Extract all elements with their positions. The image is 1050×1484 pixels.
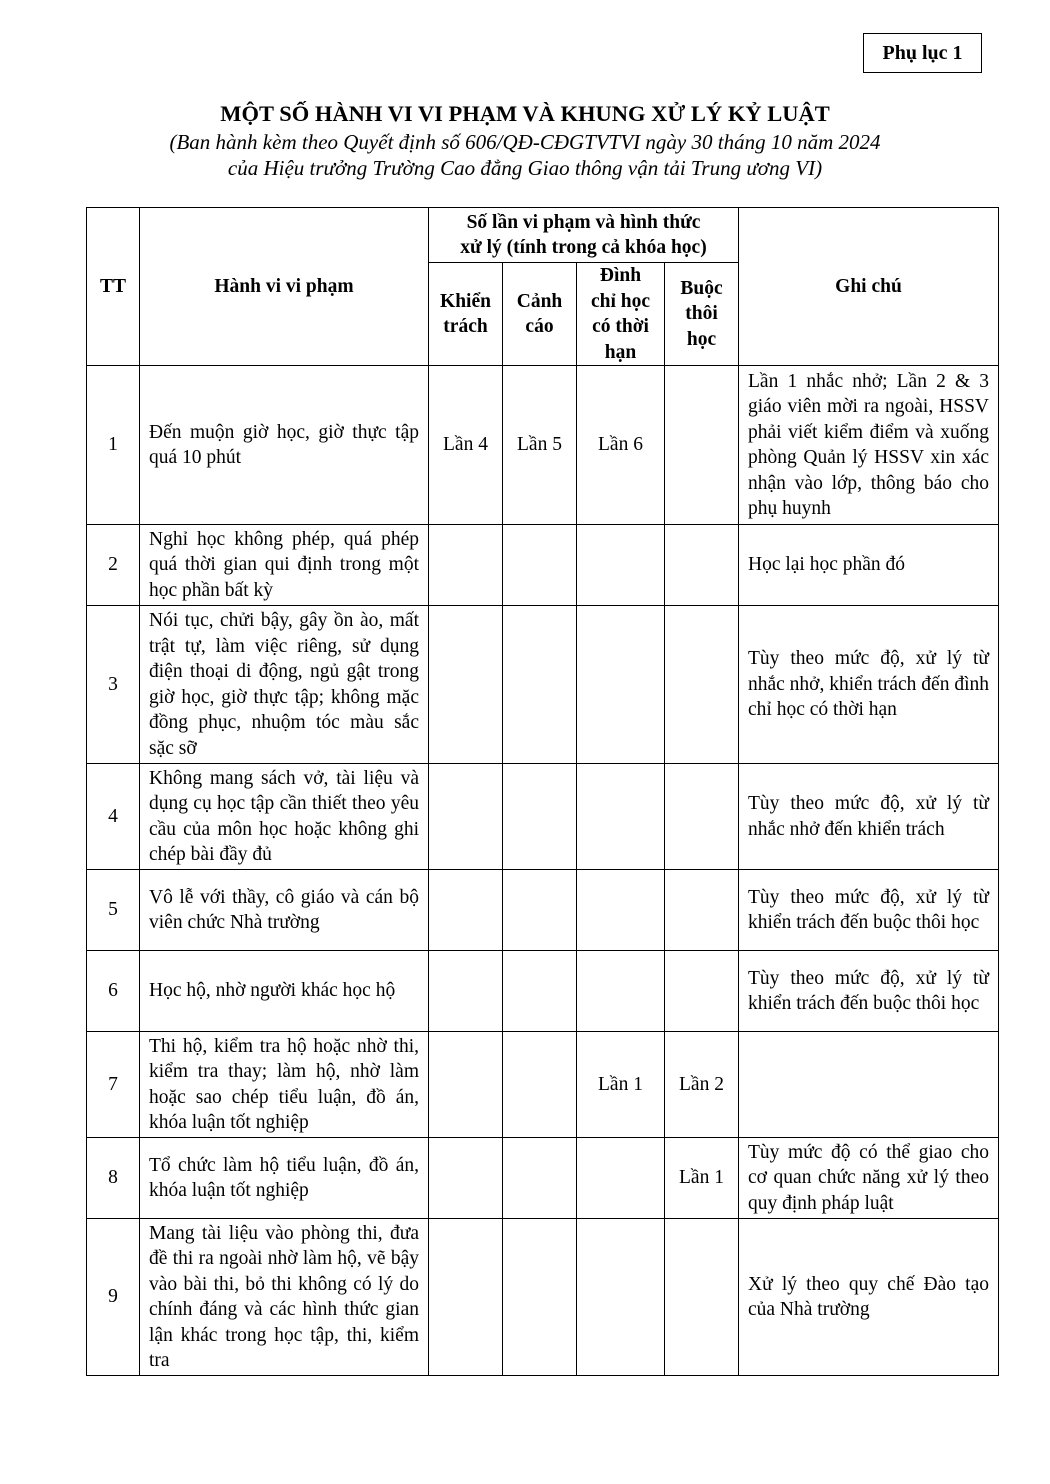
warning-cell [503,951,577,1032]
reprimand-cell [429,1032,503,1138]
warning-cell [503,764,577,870]
note-cell: Tùy theo mức độ, xử lý từ khiển trách đến buộc thôi học [739,951,999,1032]
expulsion-cell [665,764,739,870]
violation-text: Nghỉ học không phép, quá phép quá thời gian qui định trong một học phần bất kỳ [140,525,429,606]
row-number: 6 [87,951,140,1032]
suspension-cell [577,1219,665,1376]
violation-text: Không mang sách vở, tài liệu và dụng cụ học tập cần thiết theo yêu cầu của môn học hoặc không ghi chép bài đầy đủ [140,764,429,870]
row-number: 4 [87,764,140,870]
row-number: 8 [87,1138,140,1219]
reprimand-cell: Lần 4 [429,366,503,525]
row-number: 3 [87,606,140,764]
table-row [87,951,999,1032]
reprimand-cell [429,1138,503,1219]
document-subtitle-line2: của Hiệu trưởng Trường Cao đẳng Giao thông vận tải Trung ương VI) [227,156,823,180]
reprimand-cell [429,606,503,764]
suspension-cell [577,764,665,870]
expulsion-cell [665,1219,739,1376]
note-cell: Xử lý theo quy chế Đào tạo của Nhà trường [739,1219,999,1376]
violation-text: Mang tài liệu vào phòng thi, đưa đề thi ra ngoài nhờ làm hộ, vẽ bậy vào bài thi, bỏ thi không có lý do chính đáng và các hình thức gian lận khác trong học tập, thi, kiểm tra [140,1219,429,1376]
table-row [87,1219,999,1376]
suspension-cell [577,951,665,1032]
table-row [87,366,999,525]
header-expulsion: Buộc thôi học [665,263,739,366]
row-number: 7 [87,1032,140,1138]
expulsion-cell [665,366,739,525]
reprimand-cell [429,1219,503,1376]
warning-cell [503,525,577,606]
expulsion-cell [665,525,739,606]
document-subtitle-line1: (Ban hành kèm theo Quyết định số 606/QĐ-CĐGTVTVI ngày 30 tháng 10 năm 2024 [169,130,881,154]
suspension-cell: Lần 1 [577,1032,665,1138]
warning-cell [503,1219,577,1376]
violation-text: Tổ chức làm hộ tiểu luận, đồ án, khóa luận tốt nghiệp [140,1138,429,1219]
table-row [87,606,999,764]
violations-table [86,207,999,1376]
header-note: Ghi chú [739,208,999,366]
warning-cell [503,1138,577,1219]
warning-cell [503,1032,577,1138]
header-tt: TT [87,208,140,366]
suspension-cell [577,870,665,951]
violation-text: Vô lễ với thầy, cô giáo và cán bộ viên chức Nhà trường [140,870,429,951]
violation-text: Thi hộ, kiểm tra hộ hoặc nhờ thi, kiểm tra thay; làm hộ, nhờ làm hoặc sao chép tiểu luận, đồ án, khóa luận tốt nghiệp [140,1032,429,1138]
expulsion-cell [665,870,739,951]
reprimand-cell [429,525,503,606]
note-cell [739,1032,999,1138]
warning-cell [503,606,577,764]
header-warning: Cảnh cáo [503,263,577,366]
expulsion-cell: Lần 1 [665,1138,739,1219]
note-cell: Học lại học phần đó [739,525,999,606]
violation-text: Học hộ, nhờ người khác học hộ [140,951,429,1032]
row-number: 5 [87,870,140,951]
note-cell: Tùy mức độ có thể giao cho cơ quan chức năng xử lý theo quy định pháp luật [739,1138,999,1219]
note-cell: Tùy theo mức độ, xử lý từ khiển trách đến buộc thôi học [739,870,999,951]
header-suspension: Đình chỉ học có thời hạn [577,263,665,366]
table-row [87,870,999,951]
table-row [87,764,999,870]
row-number: 9 [87,1219,140,1376]
suspension-cell [577,1138,665,1219]
suspension-cell: Lần 6 [577,366,665,525]
note-cell: Tùy theo mức độ, xử lý từ nhắc nhở, khiển trách đến đình chỉ học có thời hạn [739,606,999,764]
violation-text: Đến muộn giờ học, giờ thực tập quá 10 phút [140,366,429,525]
table-row [87,1138,999,1219]
expulsion-cell [665,606,739,764]
table-row [87,1032,999,1138]
appendix-label: Phụ lục 1 [863,33,982,73]
header-violation: Hành vi vi phạm [140,208,429,366]
header-reprimand: Khiển trách [429,263,503,366]
row-number: 1 [87,366,140,525]
document-title: MỘT SỐ HÀNH VI VI PHẠM VÀ KHUNG XỬ LÝ KỶ LUẬT [220,101,830,126]
warning-cell: Lần 5 [503,366,577,525]
suspension-cell [577,525,665,606]
violation-text: Nói tục, chửi bậy, gây ồn ào, mất trật tự, làm việc riêng, sử dụng điện thoại di động, ngủ gật trong giờ học, giờ thực tập; không mặc đồng phục, nhuộm tóc màu sắc sặc sỡ [140,606,429,764]
reprimand-cell [429,951,503,1032]
note-cell: Tùy theo mức độ, xử lý từ nhắc nhở đến khiển trách [739,764,999,870]
note-cell: Lần 1 nhắc nhở; Lần 2 & 3 giáo viên mời ra ngoài, HSSV phải viết kiểm điểm và xuống phòng Quản lý HSSV xin xác nhận vào lớp, thông báo cho phụ huynh [739,366,999,525]
table-row [87,525,999,606]
row-number: 2 [87,525,140,606]
header-penalty-group: Số lần vi phạm và hình thức xử lý (tính trong cả khóa học) [429,208,739,263]
warning-cell [503,870,577,951]
suspension-cell [577,606,665,764]
expulsion-cell [665,951,739,1032]
reprimand-cell [429,870,503,951]
expulsion-cell: Lần 2 [665,1032,739,1138]
reprimand-cell [429,764,503,870]
